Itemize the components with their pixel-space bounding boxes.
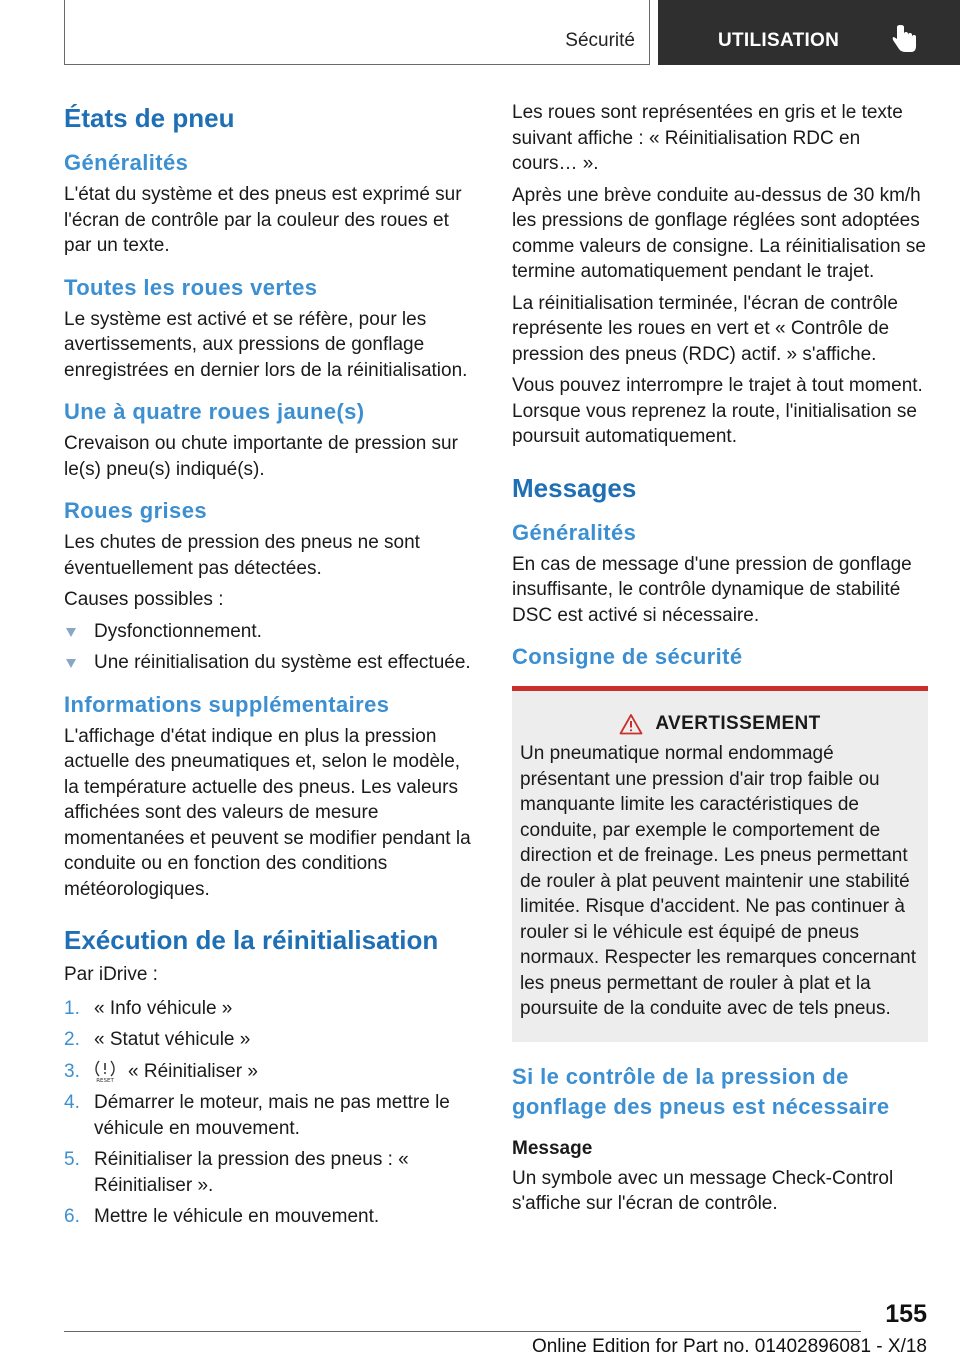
list-item: 1. « Info véhicule » — [64, 997, 233, 1019]
steps-list — [64, 996, 480, 1230]
header-section-box — [64, 0, 650, 65]
right-column — [512, 100, 928, 1217]
header-chapter-tab — [658, 0, 960, 65]
warning-title: AVERTISSEMENT — [655, 713, 821, 734]
list-item: 3. RESET « Réinitialiser » — [64, 1060, 258, 1084]
header-chapter-label: UTILISATION — [718, 30, 840, 51]
section-title-etats-pneu: États de pneu — [64, 103, 235, 133]
roues-vertes-text: Le système est activé et se réfère, pour les avertissements, aux pressions de gonflage enregistrées en dernier lors de la réinitialisation. — [64, 308, 468, 381]
footer-divider — [64, 1331, 861, 1332]
heading-informations: Informations supplémentaires — [64, 691, 390, 717]
tire-reset-icon — [94, 1059, 116, 1083]
warning-box — [512, 686, 928, 1042]
heading-generalites: Généralités — [64, 150, 189, 175]
reset-paragraph-3: La réinitialisation terminée, l'écran de contrôle représente les roues en vert et « Contrôle de pression des pneus (RDC) actif. » s'affiche. — [512, 292, 898, 365]
list-item: Une réinitialisation du système est effectuée. — [64, 650, 480, 676]
par-idrive-label: Par iDrive : — [64, 964, 158, 985]
heading-roues-jaunes: Une à quatre roues jaune(s) — [64, 399, 365, 424]
reset-paragraph-1: Les roues sont représentées en gris et le texte suivant affiche : « Réinitialisation RDC en cours… ». — [512, 102, 903, 174]
reset-paragraph-2: Après une brève conduite au-dessus de 30 km/h les pressions de gonflage réglées sont adoptées comme valeurs de consigne. La réinitialisation se termine automatiquement pendant le trajet. — [512, 184, 926, 282]
informations-text: L'affichage d'état indique en plus la pression actuelle des pneumatiques et, selon le modèle, la température actuelle des pneus. Les valeurs affichées sont des valeurs de mesure momentanées et peuvent se modifier pendant la conduite ou en fonction des conditions météorologiques. — [64, 725, 471, 900]
heading-roues-vertes: Toutes les roues vertes — [64, 274, 318, 300]
heading-consigne-securite: Consigne de sécurité — [512, 644, 743, 669]
list-item: 5. Réinitialiser la pression des pneus : « Réinitialiser ». — [64, 1149, 409, 1196]
heading-generalites-messages: Généralités — [512, 519, 637, 545]
list-item: 6. Mettre le véhicule en mouvement. — [64, 1206, 380, 1227]
messages-generalites-text: En cas de message d'une pression de gonflage insuffisante, le contrôle dynamique de stabilité DSC est activé si nécessaire. — [512, 553, 912, 626]
reset-paragraph-4: Vous pouvez interrompre le trajet à tout moment. Lorsque vous reprenez la route, l'initialisation se poursuit automatiquement. — [512, 375, 923, 447]
heading-controle-pression: Si le contrôle de la pression de gonflage des pneus est nécessaire — [512, 1063, 890, 1119]
section-title-messages: Messages — [512, 472, 637, 503]
roues-jaunes-text: Crevaison ou chute importante de pression sur le(s) pneu(s) indiqué(s). — [64, 433, 458, 480]
triangle-bullet-icon — [66, 628, 76, 637]
svg-text:RESET: RESET — [96, 1078, 114, 1084]
heading-roues-grises: Roues grises — [64, 498, 207, 523]
message-text: Un symbole avec un message Check-Control s'affiche sur l'écran de contrôle. — [512, 1167, 894, 1214]
section-title-execution: Exécution de la réinitialisation — [64, 925, 439, 955]
page-number: 155 — [885, 1300, 927, 1328]
warning-text: Un pneumatique normal endommagé présentant une pression d'air trop faible ou manquante limite les caractéristiques de conduite, par exemple le comportement de direction et de freinage. Les pneus permettant de rouler à plat peuvent maintenir une stabilité limitée. Risque d'accident. Ne pas continuer à rouler si le véhicule est équipé de pneus normaux. Respecter les remarques concernant les pneus permettant de rouler à plat et la poursuite de la conduite avec de tels pneus. — [520, 743, 917, 1019]
header-section-title: Sécurité — [565, 30, 635, 51]
warning-triangle-icon — [619, 713, 643, 735]
left-column — [64, 100, 480, 1230]
roues-grises-text: Les chutes de pression des pneus ne sont éventuellement pas détectées. — [64, 532, 420, 579]
warning-header — [520, 713, 920, 735]
footer-edition: Online Edition for Part no. 01402896081 - X/18 — [531, 1336, 927, 1357]
subheading-message: Message — [512, 1137, 593, 1159]
hand-touch-icon — [892, 24, 918, 54]
causes-list — [64, 619, 480, 676]
list-item: 4. Démarrer le moteur, mais ne pas mettre le véhicule en mouvement. — [64, 1092, 450, 1139]
causes-label: Causes possibles : — [64, 589, 224, 610]
list-item: Dysfonctionnement. — [64, 619, 480, 645]
triangle-bullet-icon — [66, 659, 76, 668]
generalites-text: L'état du système et des pneus est exprimé sur l'écran de contrôle par la couleur des roues et par un texte. — [64, 184, 462, 256]
list-item: 2. « Statut véhicule » — [64, 1029, 251, 1050]
